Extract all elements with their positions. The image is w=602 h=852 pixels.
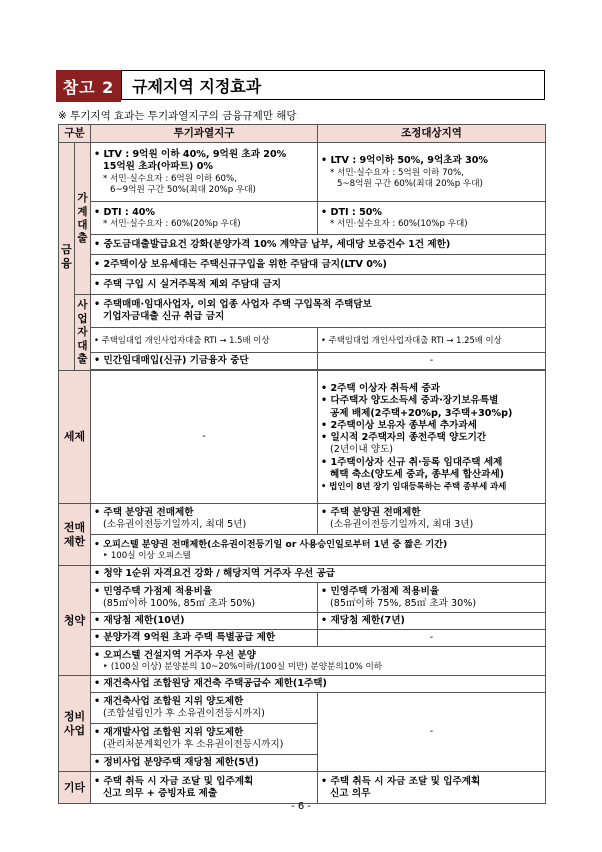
category-subscription: 청약: [59, 566, 91, 676]
business-loan-ban: • 주택매매·임대사업자, 이외 업종 사업자 주택 구입목적 주택담보 기업자금대출 신규 취급 금지: [91, 295, 546, 328]
multi-home-loan-ban: • 2주택이상 보유세대는 주택신규구입을 위한 주담대 금지(LTV 0%): [91, 255, 546, 275]
subcategory-household-loan: 가계대출: [75, 143, 91, 295]
redevelopment-transfer-limit: • 재개발사업 조합원 지위 양도제한 (관리처분계획인가 후 소유권이전등시까지): [91, 724, 318, 755]
score-ratio-overheated: • 민영주택 가점제 적용비율 (85㎡이하 100%, 85㎡ 초과 50%): [91, 583, 318, 613]
header-overheated: 투기과열지구: [91, 125, 318, 143]
ltv-adjustment: • LTV : 9억이하 50%, 9억초과 30% * 서민·실수요자 : 5억원 이하 70%, 5~8억원 구간 60%(최대 20%p 우대): [318, 143, 546, 202]
page-title: 규제지역 지정효과: [121, 70, 545, 100]
rti-overheated: • 주택임대업 개인사업자대출 RTI → 1.5배 이상: [91, 328, 318, 353]
resale-overheated: • 주택 분양권 전매제한 (소유권이전등기일까지, 최대 5년): [91, 504, 318, 535]
ltv-overheated: • LTV : 9억원 이하 40%, 9억원 초과 20% 15억원 초과(아파트) 0% * 서민·실수요자 : 6억원 이하 60%, 6~9억원 구간 50%(최대 20%p 우대): [91, 143, 318, 202]
private-rental-fund-adjustment: -: [318, 353, 546, 370]
reconstruction-transfer-limit: • 재건축사업 조합원 지위 양도제한 (조합설립인가 후 소유권이전등시까지): [91, 693, 318, 724]
dti-adjustment: • DTI : 50% * 서민·실수요자 : 60%(10%p 우대): [318, 202, 546, 235]
maintenance-adjustment: -: [318, 693, 546, 772]
tax-adjustment: • 2주택 이상자 취득세 중과 • 다주택자 양도소득세 중과·장기보유특별 공제 배제(2주택+20%p, 3주택+30%p) • 2주택이상 보유자 종부세 추가과세 • 일시적 2주택자의 종전주택 양도기간 (2년이내 양도) • 1주택이상자 신규 취·등록 임대주택 세제 혜택 축소(양도세 중과, 종부세 합산과세) • 법인이 8년 장기 임대등록하는 주택 종부세 과세: [318, 371, 546, 504]
reconstruction-supply-limit: • 재건축사업 조합원당 재건축 주택공급수 제한(1주택): [91, 676, 546, 693]
funding-report-adjustment: • 주택 취득 시 자금 조달 및 입주계획 신고 의무: [318, 772, 546, 804]
rti-adjustment: • 주택임대업 개인사업자대출 RTI → 1.25배 이상: [318, 328, 546, 353]
category-maintenance: 정비사업: [59, 676, 91, 772]
rewin-limit-overheated: • 재당첨 제한(10년): [91, 613, 318, 630]
regulation-table: [58, 124, 546, 804]
subcategory-business-loan: 사업자대출: [75, 295, 91, 371]
category-resale: 전매제한: [59, 504, 91, 566]
maintenance-rewin-limit: • 정비사업 분양주택 재당첨 제한(5년): [91, 755, 318, 772]
rewin-limit-adjustment: • 재당첨 제한(7년): [318, 613, 546, 630]
tax-overheated: -: [91, 371, 318, 504]
category-tax: 세제: [59, 371, 91, 504]
private-rental-fund: • 민간임대매입(신규) 기금융자 중단: [91, 353, 318, 370]
resale-adjustment: • 주택 분양권 전매제한 (소유권이전등기일까지, 최대 3년): [318, 504, 546, 535]
subscription-priority: • 청약 1순위 자격요건 강화 / 해당지역 거주자 우선 공급: [91, 566, 546, 583]
category-finance: 금융: [59, 143, 75, 371]
special-supply-limit-adjustment: -: [318, 630, 546, 647]
funding-report-overheated: • 주택 취득 시 자금 조달 및 입주계획 신고 의무 + 증빙자료 제출: [91, 772, 318, 804]
non-residence-loan-ban: • 주택 구입 시 실거주목적 제외 주담대 금지: [91, 275, 546, 295]
category-etc: 기타: [59, 772, 91, 804]
reference-label: 참고 2: [56, 70, 121, 102]
dti-overheated: • DTI : 40% * 서민·실수요자 : 60%(20%p 우대): [91, 202, 318, 235]
header-adjustment: 조정대상지역: [318, 125, 546, 143]
note: ※ 투기지역 효과는 투기과열지구의 금융규제만 해당: [58, 110, 297, 122]
score-ratio-adjustment: • 민영주택 가점제 적용비율 (85㎡이하 75%, 85㎡ 초과 30%): [318, 583, 546, 613]
page-number: - 6 -: [291, 801, 311, 812]
interim-loan-rule: • 중도금대출발급요건 강화(분양가격 10% 계약금 납부, 세대당 보증건수 1건 제한): [91, 235, 546, 255]
special-supply-limit: • 분양가격 9억원 초과 주택 특별공급 제한: [91, 630, 318, 647]
officetel-resale: • 오피스텔 분양권 전매제한(소유권이전등기일 or 사용승인일로부터 1년 중 짧은 기간) ‣ 100실 이상 오피스텔: [91, 535, 546, 566]
officetel-priority: • 오피스텔 건설지역 거주자 우선 분양 ‣ (100실 이상) 분양분의 10~20%이하/(100실 미만) 분양분의10% 이하: [91, 647, 546, 676]
header-category: 구분: [59, 125, 91, 143]
